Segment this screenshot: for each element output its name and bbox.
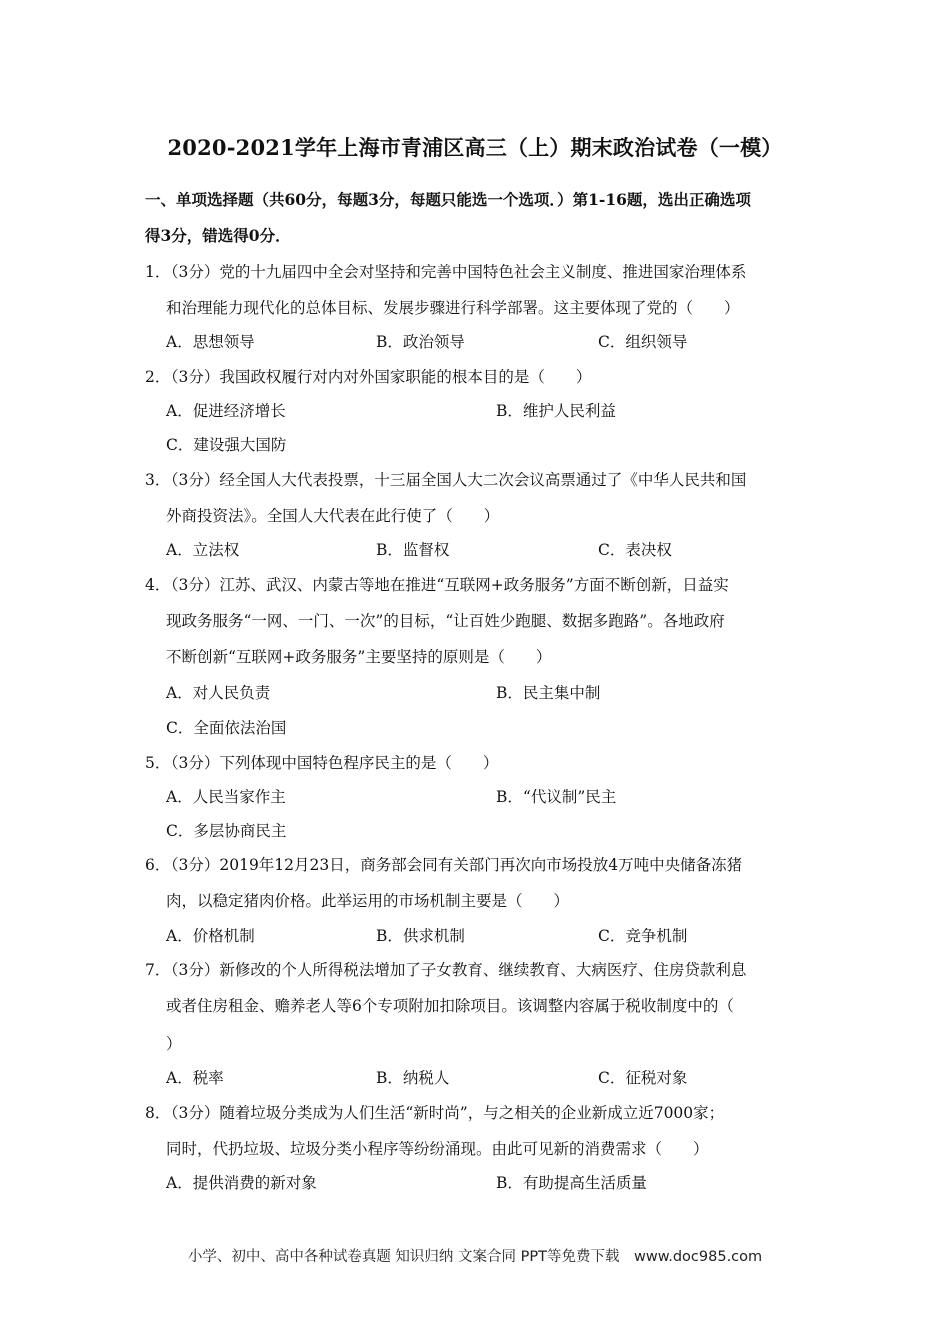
option-c: C．表决权 — [598, 541, 672, 559]
option-c: C．征税对象 — [598, 1069, 688, 1087]
question-text: （3分）经全国人大代表投票，十三届全国人大二次会议高票通过了《中华人民共和国 — [163, 471, 747, 489]
option-c: C．多层协商民主 — [166, 822, 287, 840]
question-number: 7． — [145, 961, 171, 979]
option-b: B．纳税人 — [376, 1069, 450, 1087]
section-heading-line2: 得3分，错选得0分． — [145, 226, 291, 245]
question-number: 2． — [145, 368, 171, 386]
option-b: B．“代议制”民主 — [496, 788, 617, 806]
option-a: A．立法权 — [166, 541, 240, 559]
question-number: 5． — [145, 754, 171, 772]
option-c: C．建设强大国防 — [166, 436, 287, 454]
question-text: 现政务服务“一网、一门、一次”的目标，“让百姓少跑腿、数据多跑路”。各地政府 — [166, 612, 725, 630]
question-text: 或者住房租金、赡养老人等6个专项附加扣除项目。该调整内容属于税收制度中的（ — [166, 997, 734, 1015]
option-a: A．税率 — [166, 1069, 224, 1087]
option-b: B．维护人民利益 — [496, 402, 616, 420]
question-number: 6． — [145, 856, 171, 874]
question-text: 同时，代扔垃圾、垃圾分类小程序等纷纷涌现。由此可见新的消费需求（ ） — [166, 1140, 709, 1158]
question-number: 4． — [145, 576, 171, 594]
question-text: （3分）新修改的个人所得税法增加了子女教育、继续教育、大病医疗、住房贷款利息 — [163, 961, 747, 979]
footer-text: 小学、初中、高中各种试卷真题 知识归纳 文案合同 PPT等免费下载 www.doc985.com — [187, 1249, 763, 1265]
option-a: A．价格机制 — [166, 927, 255, 945]
option-c: C．竞争机制 — [598, 927, 688, 945]
question-text: 和治理能力现代化的总体目标、发展步骤进行科学部署。这主要体现了党的（ ） — [166, 299, 740, 317]
option-c: C．全面依法治国 — [166, 719, 287, 737]
question-text: 肉，以稳定猪肉价格。此举运用的市场机制主要是（ ） — [166, 892, 570, 910]
question-text: （3分）下列体现中国特色程序民主的是（ ） — [163, 754, 499, 772]
option-b: B．民主集中制 — [496, 684, 601, 702]
section-heading-line1: 一、单项选择题（共60分，每题3分，每题只能选一个选项．）第1-16题，选出正确选项 — [145, 190, 751, 209]
option-a: A．思想领导 — [166, 333, 255, 351]
question-text: （3分）随着垃圾分类成为人们生活“新时尚”，与之相关的企业新成立近7000家； — [163, 1104, 725, 1122]
option-a: A．人民当家作主 — [166, 788, 286, 806]
question-number: 8． — [145, 1104, 171, 1122]
question-number: 3． — [145, 471, 171, 489]
option-a: A．提供消费的新对象 — [166, 1174, 317, 1192]
question-text: （3分）我国政权履行对内对外国家职能的根本目的是（ ） — [163, 368, 592, 386]
question-text: （3分）江苏、武汉、内蒙古等地在推进“互联网+政务服务”方面不断创新，日益实 — [163, 576, 729, 594]
option-c: C．组织领导 — [598, 333, 688, 351]
option-b: B．供求机制 — [376, 927, 465, 945]
option-a: A．对人民负责 — [166, 684, 271, 702]
question-number: 1． — [145, 263, 171, 281]
question-text: 不断创新“互联网+政务服务”主要坚持的原则是（ ） — [166, 648, 552, 666]
question-text: 外商投资法》。全国人大代表在此行使了（ ） — [166, 507, 500, 525]
option-b: B．政治领导 — [376, 333, 465, 351]
question-text: ） — [166, 1035, 182, 1053]
question-text: （3分）党的十九届四中全会对坚持和完善中国特色社会主义制度、推进国家治理体系 — [163, 263, 747, 281]
option-b: B．有助提高生活质量 — [496, 1174, 647, 1192]
question-text: （3分）2019年12月23日，商务部会同有关部门再次向市场投放4万吨中央储备冻猪 — [163, 856, 743, 874]
option-a: A．促进经济增长 — [166, 402, 286, 420]
option-b: B．监督权 — [376, 541, 450, 559]
page-title: 2020-2021学年上海市青浦区高三（上）期末政治试卷（一模） — [167, 135, 783, 160]
